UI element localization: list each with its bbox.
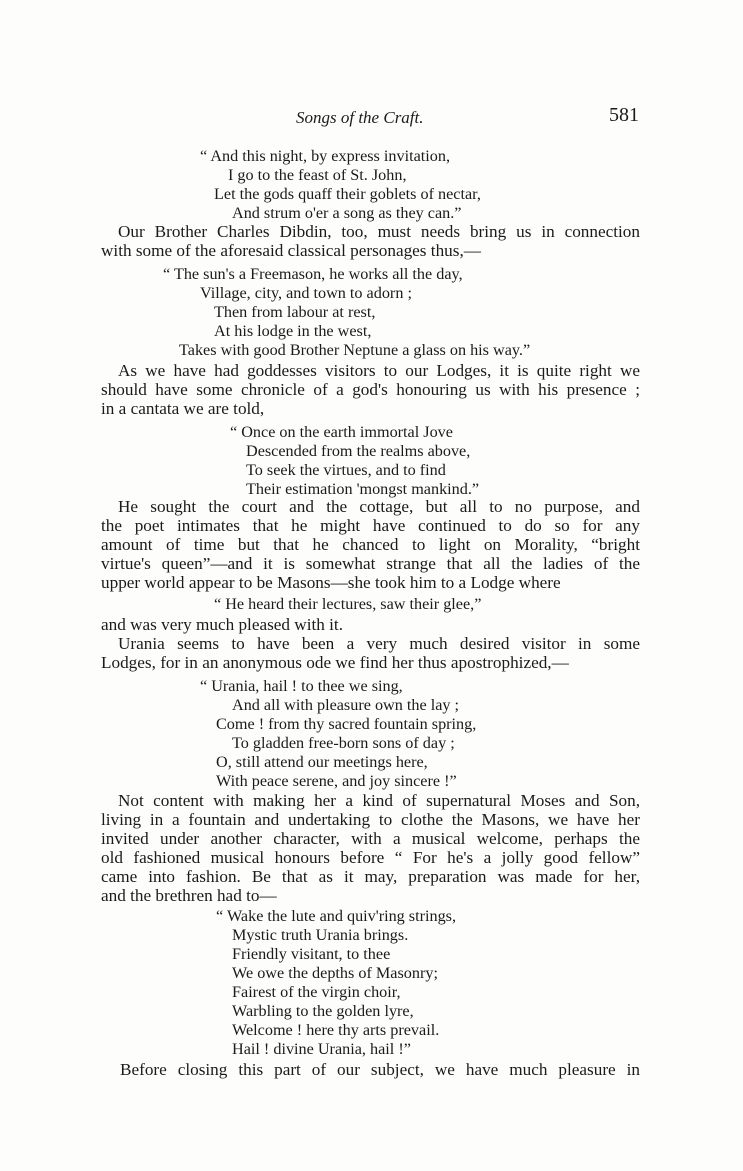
prose-line: Not content with making her a kind of supernatural Moses and Son, (118, 791, 640, 810)
verse-line: At his lodge in the west, (214, 322, 372, 340)
verse-line: Come ! from thy sacred fountain spring, (216, 715, 477, 733)
prose-line: and was very much pleased with it. (101, 615, 343, 634)
page-number: 581 (609, 104, 639, 126)
verse-line: To gladden free-born sons of day ; (232, 734, 455, 752)
verse-line: And all with pleasure own the lay ; (232, 696, 460, 714)
verse-line: “ The sun's a Freemason, he works all the day, (163, 265, 463, 283)
verse-line: I go to the feast of St. John, (228, 166, 407, 184)
prose-line: with some of the aforesaid classical personages thus,— (101, 241, 481, 260)
prose-line: and the brethren had to— (101, 886, 277, 905)
prose-line: invited under another character, with a musical welcome, perhaps the (101, 829, 640, 848)
prose-line: upper world appear to be Masons—she took him to a Lodge where (101, 573, 561, 592)
verse-line: Let the gods quaff their goblets of nectar, (214, 185, 481, 203)
prose-line: should have some chronicle of a god's honouring us with his presence ; (101, 380, 640, 399)
verse-line: Fairest of the virgin choir, (232, 983, 401, 1001)
prose-line: As we have had goddesses visitors to our Lodges, it is quite right we (118, 361, 640, 380)
prose-line: He sought the court and the cottage, but all to no purpose, and (118, 497, 640, 516)
verse-line: O, still attend our meetings here, (216, 753, 428, 771)
prose-line: virtue's queen”—and it is somewhat strange that all the ladies of the (101, 554, 640, 573)
verse-line: Mystic truth Urania brings. (232, 926, 409, 944)
prose-line: Our Brother Charles Dibdin, too, must needs bring us in connection (118, 222, 640, 241)
prose-line: in a cantata we are told, (101, 399, 265, 418)
verse-line: We owe the depths of Masonry; (232, 964, 438, 982)
verse-line: “ He heard their lectures, saw their glee,” (214, 595, 482, 613)
verse-line: “ Urania, hail ! to thee we sing, (200, 677, 403, 695)
prose-line: Lodges, for in an anonymous ode we find her thus apostrophized,— (101, 653, 569, 672)
verse-line: With peace serene, and joy sincere !” (216, 772, 457, 790)
prose-line: old fashioned musical honours before “ For he's a jolly good fellow” (101, 848, 640, 867)
verse-line: And strum o'er a song as they can.” (232, 204, 462, 222)
verse-line: Welcome ! here thy arts prevail. (232, 1021, 440, 1039)
prose-line: Before closing this part of our subject, we have much pleasure in (120, 1060, 640, 1079)
prose-line: came into fashion. Be that as it may, preparation was made for her, (101, 867, 640, 886)
prose-line: Urania seems to have been a very much desired visitor in some (118, 634, 640, 653)
prose-line: amount of time but that he chanced to light on Morality, “bright (101, 535, 640, 554)
verse-line: Warbling to the golden lyre, (232, 1002, 414, 1020)
verse-line: “ Wake the lute and quiv'ring strings, (216, 907, 457, 925)
verse-line: Hail ! divine Urania, hail !” (232, 1040, 411, 1058)
verse-line: “ And this night, by express invitation, (200, 147, 450, 165)
verse-line: Village, city, and town to adorn ; (200, 284, 412, 302)
running-header: Songs of the Craft. (296, 108, 424, 127)
verse-line: Friendly visitant, to thee (232, 945, 391, 963)
verse-line: Then from labour at rest, (214, 303, 376, 321)
verse-line: Takes with good Brother Neptune a glass on his way.” (179, 341, 531, 359)
verse-line: To seek the virtues, and to find (246, 461, 446, 479)
verse-line: Their estimation 'mongst mankind.” (246, 480, 480, 498)
verse-line: “ Once on the earth immortal Jove (230, 423, 453, 441)
verse-line: Descended from the realms above, (246, 442, 471, 460)
prose-line: the poet intimates that he might have continued to do so for any (101, 516, 640, 535)
prose-line: living in a fountain and undertaking to clothe the Masons, we have her (101, 810, 640, 829)
